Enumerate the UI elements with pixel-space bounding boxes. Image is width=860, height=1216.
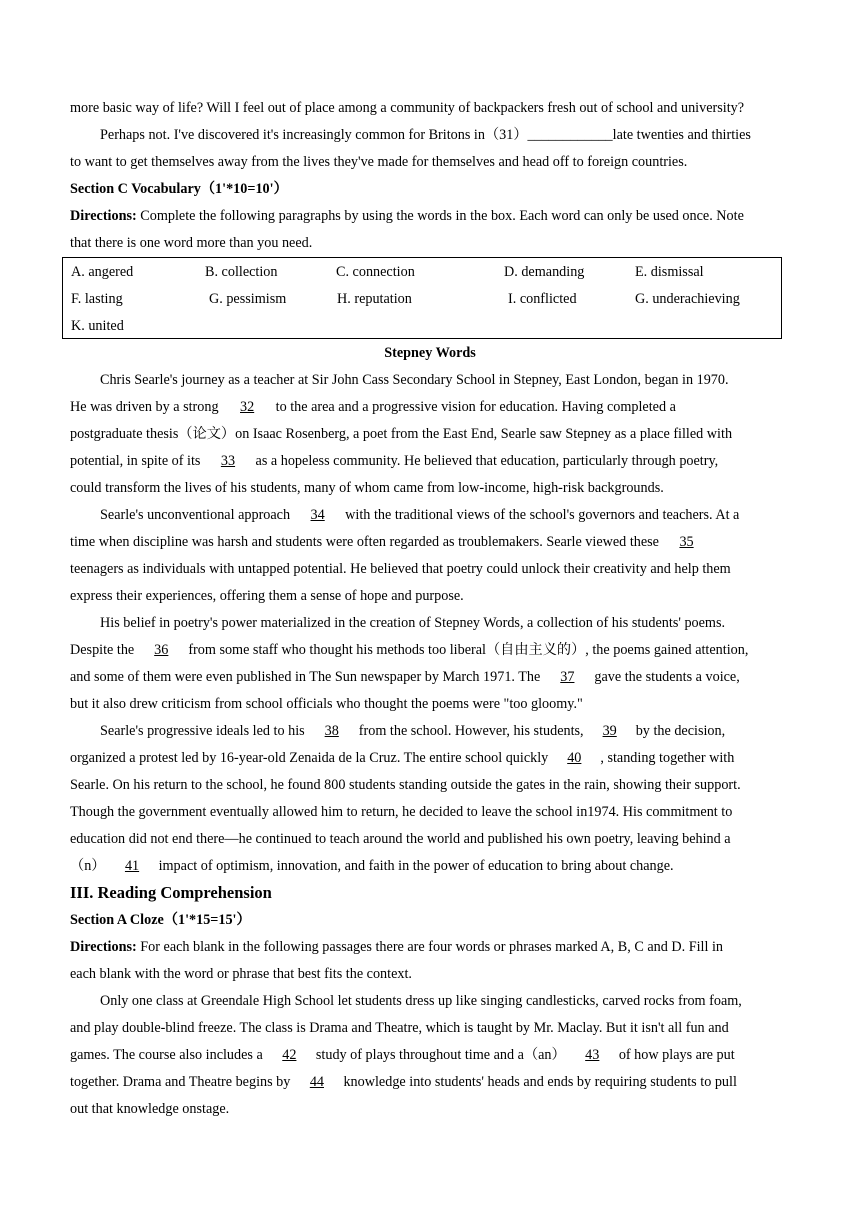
answer-blank-34[interactable]: 34 bbox=[310, 507, 325, 523]
word-option: G. pessimism bbox=[209, 291, 287, 307]
answer-blank-33[interactable]: 33 bbox=[220, 453, 236, 469]
text-line: He was driven by a strong 32 to the area and a progressive vision for education. Having completed a bbox=[70, 399, 676, 415]
directions: Directions: Complete the following paragraphs by using the words in the box. Each word can only be used once. Note bbox=[70, 208, 744, 224]
word-option: D. demanding bbox=[504, 264, 585, 280]
text-line: teenagers as individuals with untapped potential. He believed that poetry could unlock their creativity and help them bbox=[70, 561, 731, 577]
passage-title: Stepney Words bbox=[384, 345, 476, 361]
text-line: organized a protest led by 16-year-old Zenaida de la Cruz. The entire school quickly 40 , standing together with bbox=[70, 750, 735, 766]
section-heading: Section C Vocabulary（1'*10=10'） bbox=[70, 181, 288, 197]
answer-blank-44[interactable]: 44 bbox=[309, 1074, 324, 1090]
answer-blank-37[interactable]: 37 bbox=[560, 669, 575, 685]
directions: Directions: For each blank in the following passages there are four words or phrases marked A, B, C and D. Fill in bbox=[70, 939, 724, 955]
text-line: （n） 41 impact of optimism, innovation, and faith in the power of education to bring about change. bbox=[70, 858, 674, 874]
word-option: H. reputation bbox=[337, 291, 412, 307]
text-line: Searle's progressive ideals led to his 38 from the school. However, his students, 39 by the decision, bbox=[100, 723, 726, 739]
answer-blank-40[interactable]: 40 bbox=[567, 750, 582, 766]
text-line: games. The course also includes a 42 study of plays throughout time and a（an） 43 of how plays are put bbox=[70, 1047, 735, 1063]
section-heading: Section A Cloze（1'*15=15'） bbox=[70, 912, 251, 928]
section-heading: III. Reading Comprehension bbox=[70, 883, 272, 902]
answer-blank-35[interactable]: 35 bbox=[679, 534, 694, 550]
text-line: His belief in poetry's power materialized in the creation of Stepney Words, a collection of his students' poems. bbox=[100, 615, 726, 631]
word-option: F. lasting bbox=[71, 291, 123, 307]
directions-continued: that there is one word more than you need. bbox=[70, 235, 313, 251]
word-option: G. underachieving bbox=[635, 291, 740, 307]
word-option: A. angered bbox=[71, 264, 134, 280]
text-line: out that knowledge onstage. bbox=[70, 1101, 230, 1117]
answer-blank-31: ____________ bbox=[527, 127, 613, 143]
text-line: time when discipline was harsh and students were often regarded as troublemakers. Searle viewed these 35 bbox=[70, 533, 711, 551]
word-option: C. connection bbox=[336, 264, 415, 280]
text-line: Perhaps not. I've discovered it's increasingly common for Britons in（31）____________late twenties and thirties bbox=[100, 127, 751, 143]
answer-blank-42[interactable]: 42 bbox=[282, 1047, 297, 1063]
answer-blank-36[interactable]: 36 bbox=[154, 642, 169, 658]
answer-blank-38[interactable]: 38 bbox=[324, 723, 339, 739]
answer-blank-41[interactable]: 41 bbox=[124, 858, 140, 874]
text-line: Only one class at Greendale High School let students dress up like singing candlesticks, carved rocks from foam, bbox=[100, 993, 742, 1009]
text-line: to want to get themselves away from the lives they've made for themselves and head off to foreign countries. bbox=[70, 154, 688, 170]
text-line: could transform the lives of his students, many of whom came from low-income, high-risk backgrounds. bbox=[70, 480, 664, 496]
text-line: more basic way of life? Will I feel out of place among a community of backpackers fresh out of school and university? bbox=[70, 100, 745, 116]
text-line: education did not end there—he continued to teach around the world and published his own poetry, leaving behind a bbox=[70, 831, 731, 847]
word-option: I. conflicted bbox=[508, 291, 577, 307]
word-box bbox=[62, 257, 782, 339]
text-line: express their experiences, offering them a sense of hope and purpose. bbox=[70, 588, 464, 604]
text-line: together. Drama and Theatre begins by 44 knowledge into students' heads and ends by requiring students to pull bbox=[70, 1074, 737, 1090]
text-line: postgraduate thesis（论文）on Isaac Rosenberg, a poet from the East End, Searle saw Stepney as a place filled with bbox=[70, 426, 733, 442]
text-line: Searle's unconventional approach 34 with the traditional views of the school's governors and teachers. At a bbox=[100, 507, 740, 523]
text-line: Despite the 36 from some staff who thought his methods too liberal（自由主义的）, the poems gained attention, bbox=[70, 642, 749, 658]
text-line: potential, in spite of its 33 as a hopeless community. He believed that education, particularly through poetry, bbox=[70, 453, 719, 469]
answer-blank-39[interactable]: 39 bbox=[602, 723, 617, 739]
answer-blank-32[interactable]: 32 bbox=[240, 399, 255, 415]
word-option: E. dismissal bbox=[635, 264, 704, 280]
directions-continued: each blank with the word or phrase that best fits the context. bbox=[70, 966, 412, 982]
answer-blank-43[interactable]: 43 bbox=[585, 1047, 600, 1063]
text-line: and some of them were even published in The Sun newspaper by March 1971. The 37 gave the students a voice, bbox=[70, 669, 740, 685]
text-line: but it also drew criticism from school officials who thought the poems were "too gloomy." bbox=[70, 696, 583, 712]
text-line: Though the government eventually allowed him to return, he decided to leave the school in1974. His commitment to bbox=[70, 804, 733, 820]
word-option: K. united bbox=[71, 318, 124, 334]
text-line: Chris Searle's journey as a teacher at Sir John Cass Secondary School in Stepney, East London, began in 1970. bbox=[100, 372, 729, 388]
text-line: and play double-blind freeze. The class is Drama and Theatre, which is taught by Mr. Maclay. But it isn't all fun and bbox=[70, 1020, 729, 1036]
text-line: Searle. On his return to the school, he found 800 students standing outside the gates in the rain, showing their support. bbox=[70, 777, 741, 793]
word-option: B. collection bbox=[205, 264, 278, 280]
